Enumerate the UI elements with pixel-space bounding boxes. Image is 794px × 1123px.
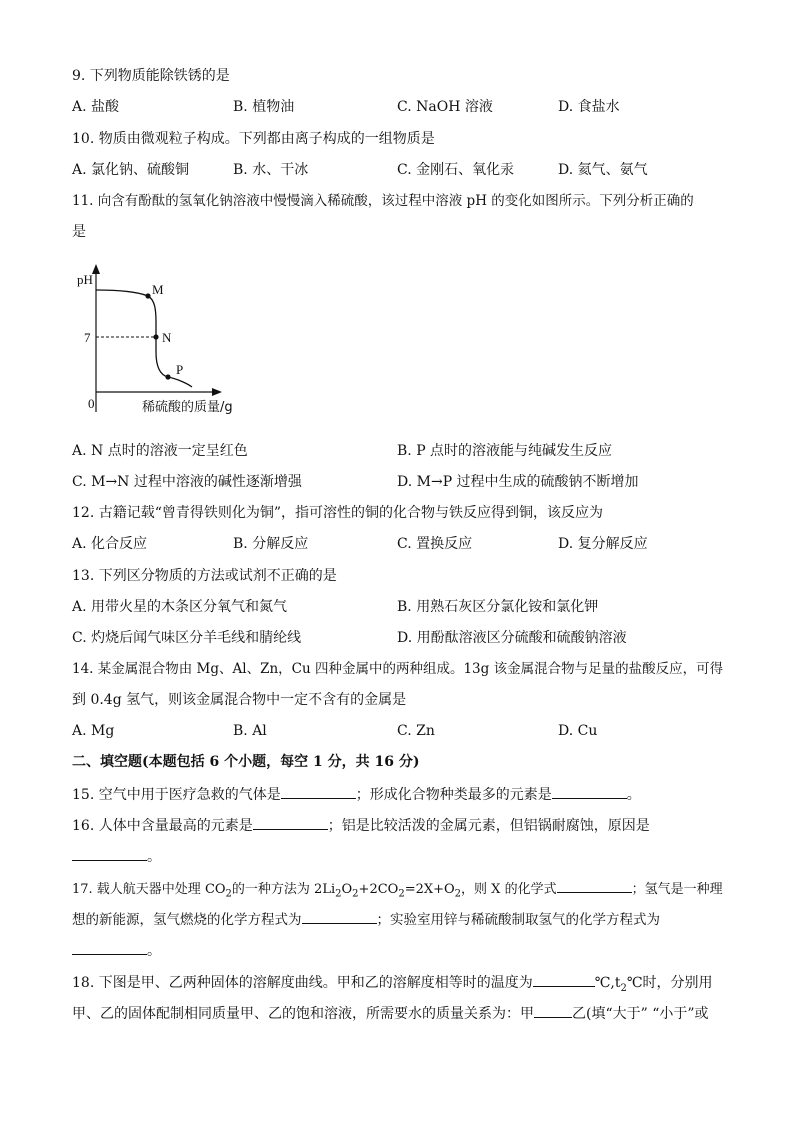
- q9-option-d: D. 食盐水: [558, 99, 620, 115]
- q10-option-c: C. 金刚石、氧化汞: [397, 162, 515, 178]
- q11-stem-line2: 是: [72, 224, 86, 240]
- q10-stem: 10. 物质由微观粒子构成。下列都由离子构成的一组物质是: [72, 131, 435, 147]
- q15: 15. 空气中用于医疗急救的气体是 ；形成化合物种类最多的元素是 。: [72, 784, 641, 805]
- point-p-label: P: [176, 362, 184, 377]
- q14-option-a: A. Mg: [72, 723, 115, 739]
- q12-option-c: C. 置换反应: [397, 536, 473, 552]
- q12-option-d: D. 复分解反应: [558, 536, 648, 552]
- point-p: [165, 374, 170, 379]
- q14-option-d: D. Cu: [558, 723, 598, 739]
- q9-option-a: A. 盐酸: [72, 99, 120, 115]
- q17-blank-2[interactable]: [302, 909, 377, 924]
- q14-option-c: C. Zn: [397, 723, 435, 739]
- origin-label: 0: [88, 396, 95, 411]
- q17-blank-3[interactable]: [72, 940, 147, 955]
- q11-stem-line1: 11. 向含有酚酞的氢氧化钠溶液中慢慢滴入稀硫酸，该过程中溶液 pH 的变化如图所示。下列分析正确的: [72, 193, 694, 209]
- q11-option-c: C. M→N 过程中溶液的碱性逐渐增强: [72, 474, 302, 490]
- x-axis-arrow: [212, 388, 222, 396]
- q17-line3: 。: [72, 940, 161, 961]
- point-n: [153, 334, 158, 339]
- q11-option-b: B. P 点时的溶液能与纯碱发生反应: [397, 443, 613, 459]
- q18-line1: 18. 下图是甲、乙两种固体的溶解度曲线。甲和乙的溶解度相等时的温度为 $℃,t_2℃$时，分别用: [72, 972, 713, 999]
- q14-stem-line1: 14. 某金属混合物由 Mg、Al、Zn，Cu 四种金属中的两种组成。13g 该金属混合物与足量的盐酸反应，可得: [72, 661, 724, 677]
- q12-option-b: B. 分解反应: [233, 536, 309, 552]
- q16-blank-1[interactable]: [253, 815, 328, 830]
- section-2-heading: 二、填空题(本题包括 6 个小题，每空 1 分，共 16 分): [72, 754, 420, 770]
- x-axis-label: 稀硫酸的质量/g: [142, 400, 233, 415]
- point-m: [145, 293, 150, 298]
- q16-line1: 16. 人体中含量最高的元素是 ；铝是比较活泼的金属元素，但铝锅耐腐蚀，原因是: [72, 815, 650, 836]
- q10-option-b: B. 水、干冰: [233, 162, 309, 178]
- point-n-label: N: [162, 330, 172, 345]
- q10-option-d: D. 氦气、氨气: [558, 162, 648, 178]
- q13-option-d: D. 用酚酞溶液区分硫酸和硫酸钠溶液: [397, 630, 627, 646]
- q17-blank-1[interactable]: [557, 878, 632, 893]
- q13-option-b: B. 用熟石灰区分氯化铵和氯化钾: [397, 599, 599, 615]
- q12-option-a: A. 化合反应: [72, 536, 148, 552]
- q9-stem: 9. 下列物质能除铁锈的是: [72, 68, 230, 84]
- q17-line1: 17. 载人航天器中处理 $CO_2$的一种方法为 $2Li_2O_2+2CO_2=2X+O_2$，则 X 的化学式 ；氢气是一种理: [72, 878, 723, 905]
- point-m-label: M: [152, 282, 164, 297]
- q18-blank-2[interactable]: [534, 1003, 572, 1018]
- y-axis-label: pH: [77, 272, 93, 287]
- y-axis-arrow: [92, 264, 100, 274]
- q17-line2: 想的新能源，氢气燃烧的化学方程式为 ；实验室用锌与稀硫酸制取氢气的化学方程式为: [72, 909, 660, 930]
- q18-blank-1[interactable]: [533, 972, 595, 987]
- q9-option-b: B. 植物油: [233, 99, 295, 115]
- q16-blank-2[interactable]: [72, 846, 147, 861]
- q15-blank-2[interactable]: [552, 784, 627, 799]
- q14-option-b: B. Al: [233, 723, 267, 739]
- q13-stem: 13. 下列区分物质的方法或试剂不正确的是: [72, 568, 337, 584]
- q16-line2: 。: [72, 846, 161, 867]
- q9-option-c: C. NaOH 溶液: [397, 99, 493, 115]
- q10-option-a: A. 氯化钠、硫酸铜: [72, 162, 190, 178]
- q14-stem-line2: 到 0.4g 氢气，则该金属混合物中一定不含有的金属是: [72, 692, 407, 708]
- q13-option-a: A. 用带火星的木条区分氧气和氮气: [72, 599, 288, 615]
- q11-option-a: A. N 点时的溶液一定呈红色: [72, 443, 248, 459]
- y-tick-7: 7: [84, 330, 91, 345]
- q18-line2: 甲、乙的固体配制相同质量甲、乙的饱和溶液，所需要水的质量关系为：甲 乙(填“大于” “小于”或: [72, 1003, 709, 1024]
- q13-option-c: C. 灼烧后闻气味区分羊毛线和腈纶线: [72, 630, 302, 646]
- q11-option-d: D. M→P 过程中生成的硫酸钠不断增加: [397, 474, 639, 490]
- q15-blank-1[interactable]: [281, 784, 356, 799]
- q12-stem: 12. 古籍记载“曾青得铁则化为铜”，指可溶性的铜的化合物与铁反应得到铜，该反应为: [72, 505, 604, 521]
